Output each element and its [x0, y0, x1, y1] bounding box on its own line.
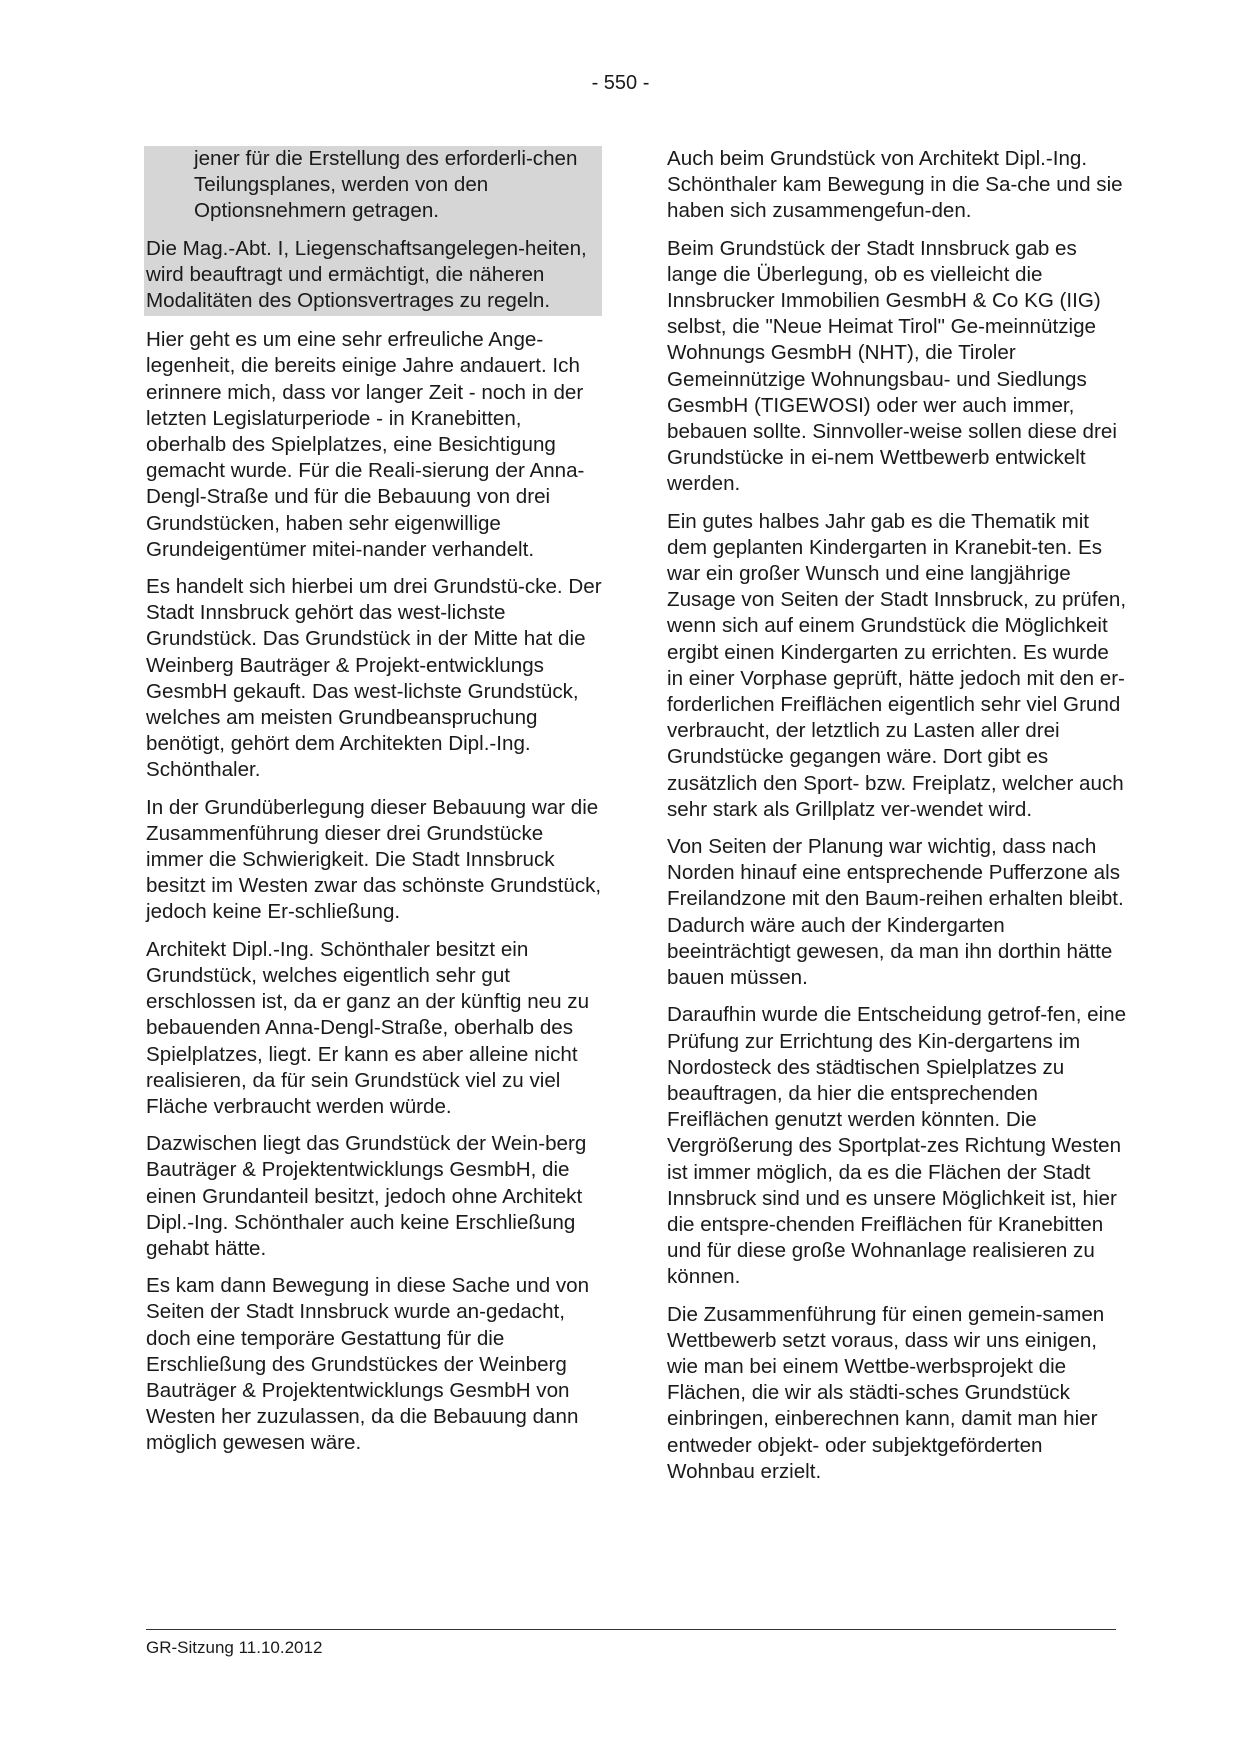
body-paragraph: Es handelt sich hierbei um drei Grundstü-cke. Der Stadt Innsbruck gehört das west-lichste Grundstück. Das Grundstück in der Mitte hat die Weinberg Bauträger & Projekt-entwicklungs GesmbH gekauft. Das west-lichste Grundstück, welches am meisten Grundbeanspruchung benötigt, gehört dem Architekten Dipl.-Ing. Schönthaler.	[146, 575, 602, 782]
body-paragraph: Hier geht es um eine sehr erfreuliche Ange-legenheit, die bereits einige Jahre andauert. Ich erinnere mich, dass vor langer Zeit - noch in der letzten Legislaturperiode - in Kranebitten, oberhalb des Spielplatzes, eine Besichtigung gemacht wurde. Für die Reali-sierung der Anna-Dengl-Straße und für die Bebauung von drei Grundstücken, haben sehr eigenwillige Grundeigentümer mitei-nander verhandelt.	[146, 328, 585, 561]
body-paragraph: In der Grundüberlegung dieser Bebauung war die Zusammenführung dieser drei Grundstücke immer die Schwierigkeit. Die Stadt Innsbruck besitzt im Westen zwar das schönste Grundstück, jedoch keine Er-schließung.	[146, 795, 602, 924]
resolution-paragraph: jener für die Erstellung des erforderli-chen Teilungsplanes, werden von den Optionsnehmern getragen.	[194, 147, 578, 223]
footer-session-date: GR-Sitzung 11.10.2012	[146, 1638, 323, 1657]
body-paragraph: Daraufhin wurde die Entscheidung getrof-fen, eine Prüfung zur Errichtung des Kin-dergartens im Nordosteck des städtischen Spielplatzes zu beauftragen, da hier die entsprechenden Freiflächen genutzt werden könnten. Die Vergrößerung des Sportplat-zes Richtung Westen ist immer möglich, da es die Flächen der Stadt Innsbruck sind und es unsere Möglichkeit ist, hier die entspre-chenden Freiflächen für Kranebitten und für diese große Wohnanlage realisieren zu können.	[667, 1003, 1127, 1289]
resolution-text-block	[144, 146, 602, 316]
body-paragraph: Es kam dann Bewegung in diese Sache und von Seiten der Stadt Innsbruck wurde an-gedacht, doch eine temporäre Gestattung für die Erschließung des Grundstückes der Weinberg Bauträger & Projektentwicklungs GesmbH von Westen her zuzulassen, da die Bebauung dann möglich gewesen wäre.	[146, 1274, 590, 1455]
body-paragraph: Die Zusammenführung für einen gemein-samen Wettbewerb setzt voraus, dass wir uns einigen, wie man bei einem Wettbe-werbsprojekt die Flächen, die wir als städti-sches Grundstück einbringen, einberechnen kann, damit man hier entweder objekt- oder subjektgeförderten Wohnbau erzielt.	[667, 1302, 1105, 1483]
resolution-paragraph: Die Mag.-Abt. I, Liegenschaftsangelegen-heiten, wird beauftragt und ermächtigt, die näheren Modalitäten des Optionsvertrages zu regeln.	[146, 236, 587, 313]
body-paragraph: Von Seiten der Planung war wichtig, dass nach Norden hinauf eine entsprechende Pufferzone als Freilandzone mit den Baum-reihen erhalten bleibt. Dadurch wäre auch der Kindergarten beeinträchtigt gewesen, da man ihn dorthin hätte bauen müssen.	[667, 835, 1124, 990]
page-number: - 550 -	[591, 72, 650, 94]
footer-divider	[146, 1629, 1116, 1630]
body-paragraph: Beim Grundstück der Stadt Innsbruck gab es lange die Überlegung, ob es vielleicht die Innsbrucker Immobilien GesmbH & Co KG (IIG) selbst, die "Neue Heimat Tirol" Ge-meinnützige Wohnungs GesmbH (NHT), die Tiroler Gemeinnützige Wohnungsbau- und Siedlungs GesmbH (TIGEWOSI) oder wer auch immer, bebauen sollte. Sinnvoller-weise sollen diese drei Grundstücke in ei-nem Wettbewerb entwickelt werden.	[667, 236, 1117, 496]
body-paragraph: Architekt Dipl.-Ing. Schönthaler besitzt ein Grundstück, welches eigentlich sehr gut erschlossen ist, da er ganz an der künftig neu zu bebauenden Anna-Dengl-Straße, oberhalb des Spielplatzes, liegt. Er kann es aber alleine nicht realisieren, da für sein Grundstück viel zu viel Fläche verbraucht werden würde.	[146, 937, 590, 1118]
body-paragraph: Auch beim Grundstück von Architekt Dipl.-Ing. Schönthaler kam Bewegung in die Sa-che und sie haben sich zusammengefun-den.	[667, 147, 1123, 223]
body-paragraph: Dazwischen liegt das Grundstück der Wein-berg Bauträger & Projektentwicklungs GesmbH, die einen Grundanteil besitzt, jedoch ohne Architekt Dipl.-Ing. Schönthaler auch keine Erschließung gehabt hätte.	[146, 1132, 587, 1260]
right-column	[667, 146, 1127, 1496]
body-paragraph: Ein gutes halbes Jahr gab es die Thematik mit dem geplanten Kindergarten in Kranebit-ten. Es war ein großer Wunsch und eine langjährige Zusage von Seiten der Stadt Innsbruck, zu prüfen, wenn sich auf einem Grundstück die Möglichkeit ergibt einen Kindergarten zu errichten. Es wurde in einer Vorphase geprüft, hätte jedoch mit den er-forderlichen Freiflächen eigentlich sehr viel Grund verbraucht, der letztlich zu Lasten aller drei Grundstücke gegangen wäre. Dort gibt es zusätzlich den Sport- bzw. Freiplatz, welcher auch sehr stark als Grillplatz ver-wendet wird.	[667, 509, 1127, 821]
left-column	[146, 146, 602, 1468]
